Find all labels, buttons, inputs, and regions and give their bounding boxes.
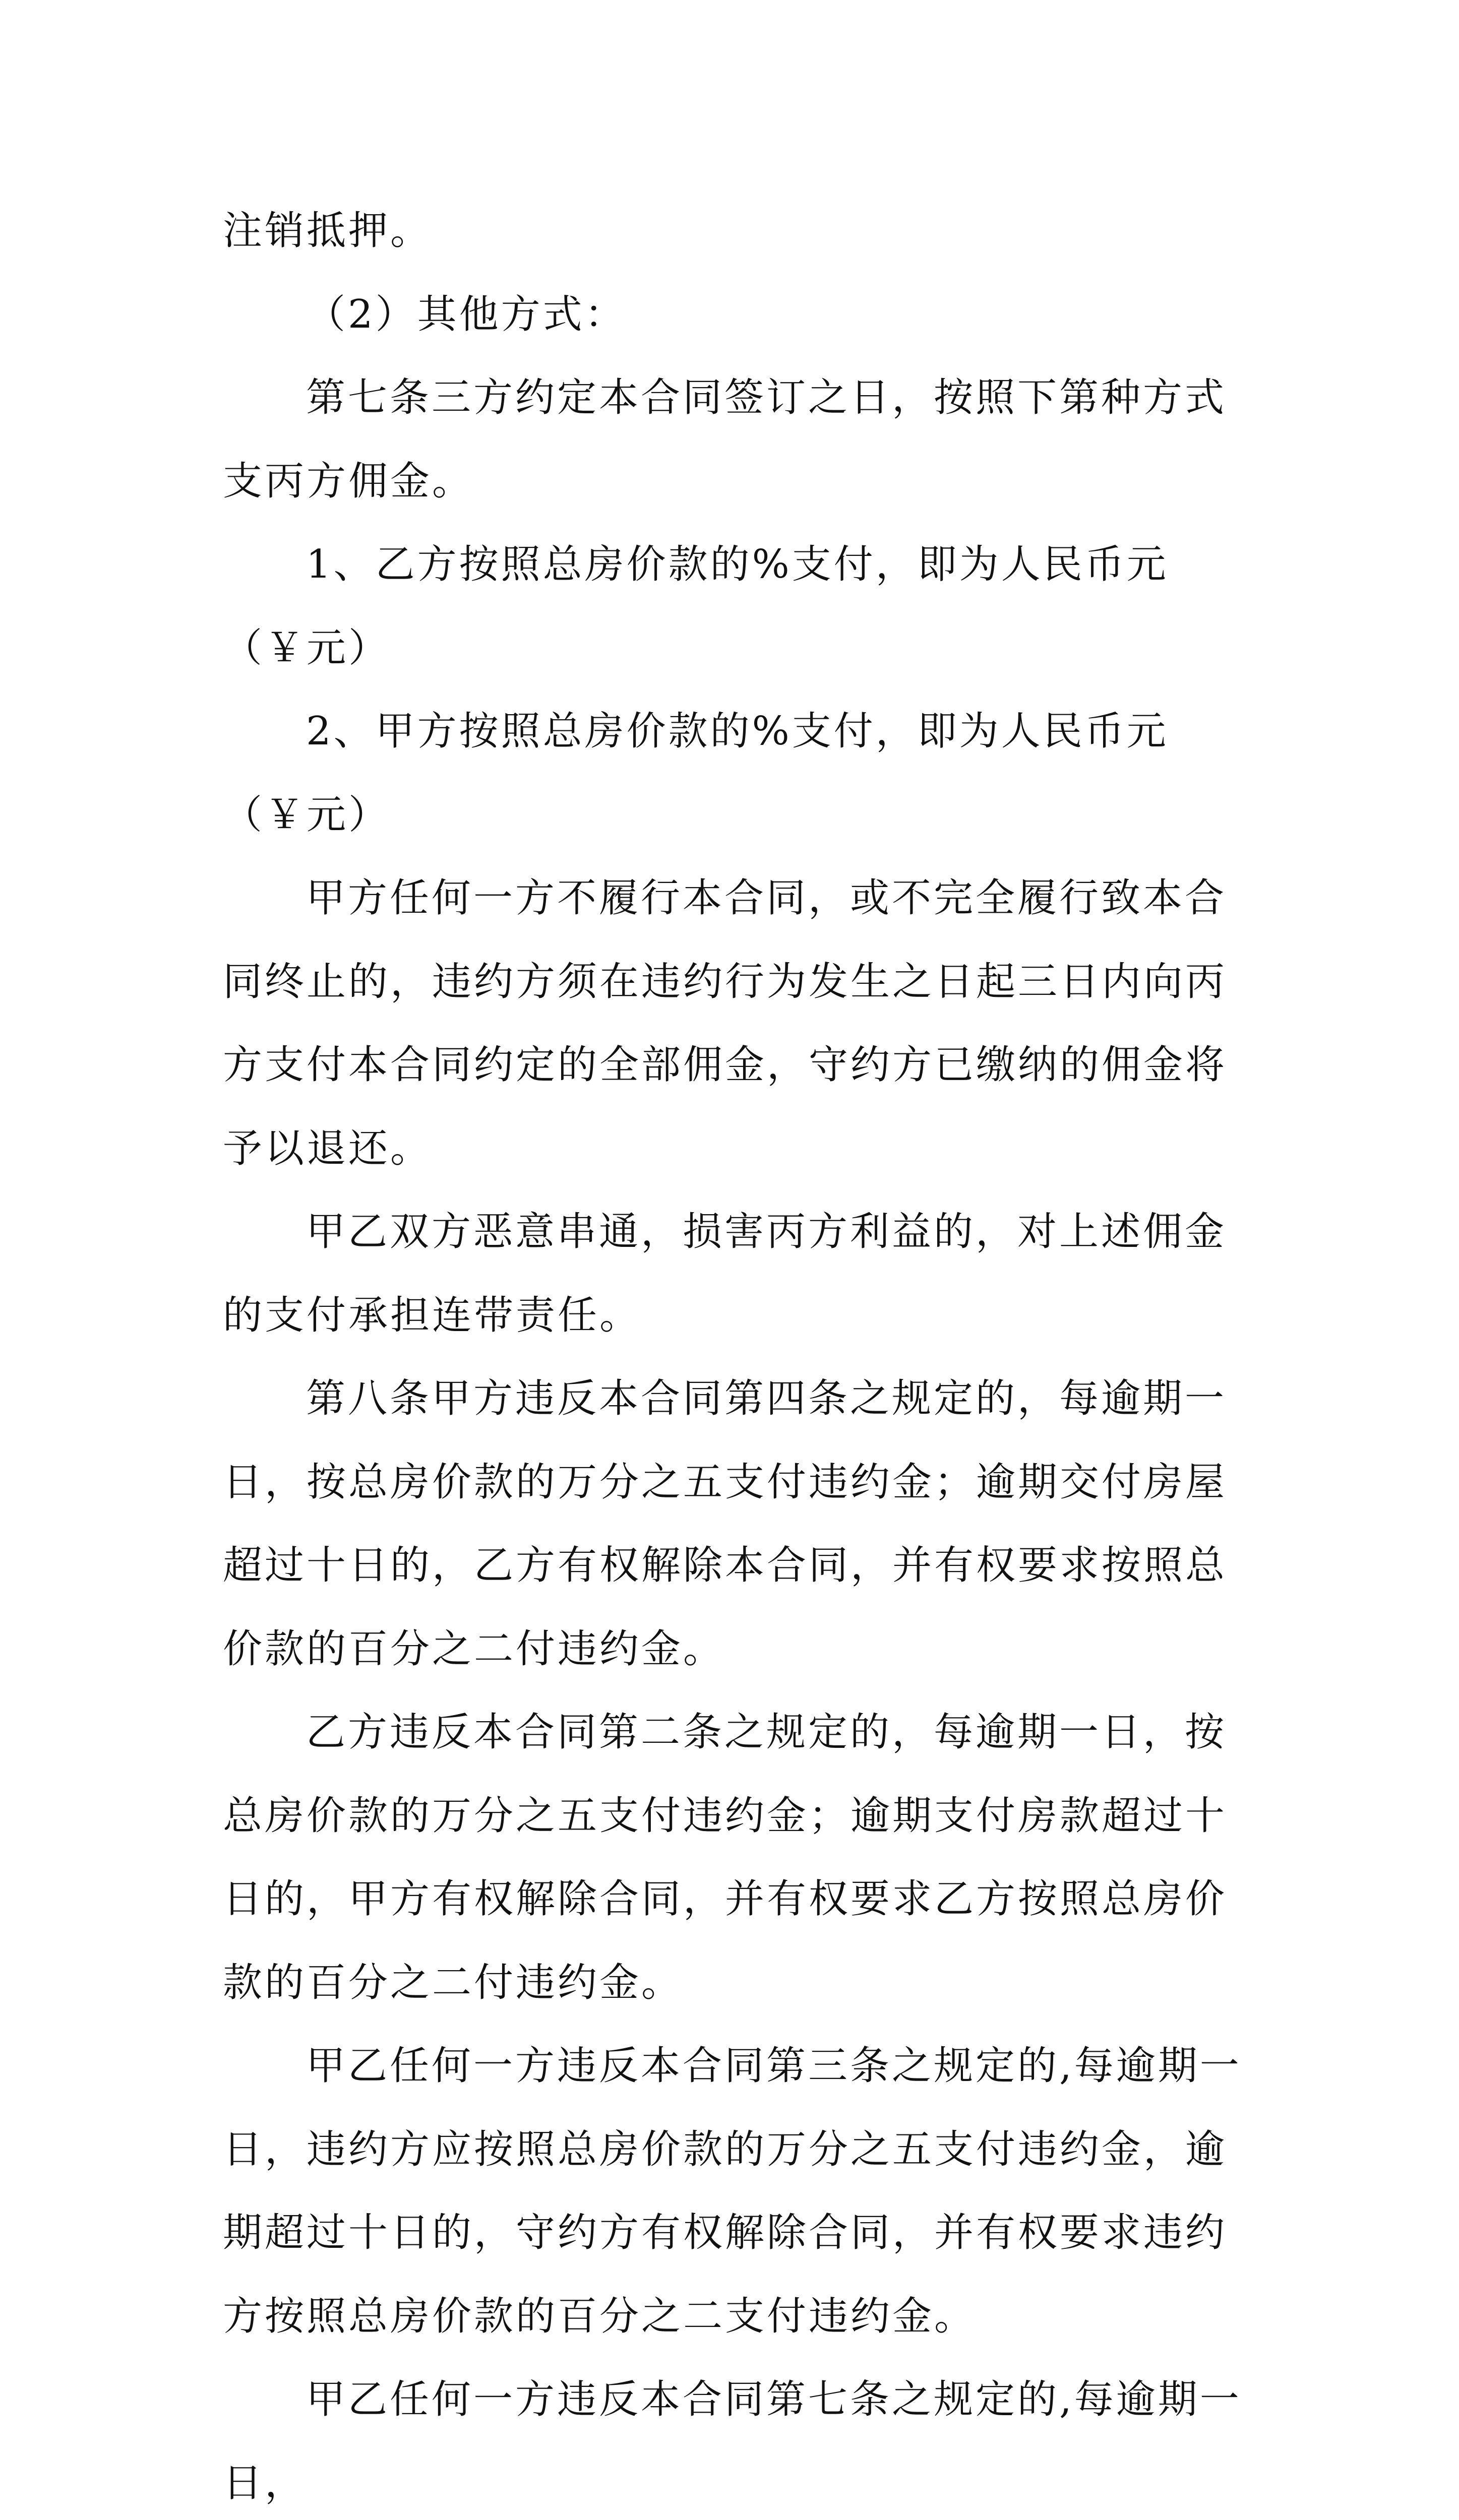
paragraph: 第八条甲方违反本合同第四条之规定的，每逾期一日，按总房价款的万分之五支付违约金；逾期交付房屋超过十日的，乙方有权解除本合同，并有权要求按照总价款的百分之二付违约金。: [223, 1376, 1228, 1672]
paragraph: 甲乙双方恶意串通，损害丙方利益的，对上述佣金的支付承担连带责任。: [223, 1209, 1227, 1338]
paragraph: 注销抵押。: [223, 208, 433, 254]
paragraph: （2）其他方式：: [306, 291, 627, 337]
paragraph: 乙方违反本合同第二条之规定的，每逾期一日，按总房价款的万分之五支付违约金；逾期支付房款超过十日的，甲方有权解除合同，并有权要求乙方按照总房价款的百分之二付违约金。: [223, 1710, 1228, 2005]
paragraph: 甲方任何一方不履行本合同，或不完全履行致本合同终止的，违约方须在违约行为发生之日起三日内向丙方支付本合同约定的全部佣金，守约方已缴纳的佣金将予以退还。: [223, 875, 1228, 1171]
paragraph: 甲乙任何一方违反本合同第七条之规定的,每逾期一日，: [223, 2377, 1242, 2506]
paragraph: 2、甲方按照总房价款的%支付，即为人民币元（￥元）: [223, 709, 1169, 838]
paragraph: 甲乙任何一方违反本合同第三条之规定的,每逾期一日，违约方应按照总房价款的万分之五支付违约金，逾期超过十日的，守约方有权解除合同，并有权要求违约方按照总房价款的百分之二支付违约金。: [223, 2043, 1242, 2339]
paragraph: 第七条三方约定本合同签订之日，按照下第种方式支丙方佣金。: [223, 375, 1227, 504]
contract-body: [223, 190, 1251, 2520]
paragraph: 1、乙方按照总房价款的%支付，即为人民币元（￥元）: [223, 542, 1169, 671]
